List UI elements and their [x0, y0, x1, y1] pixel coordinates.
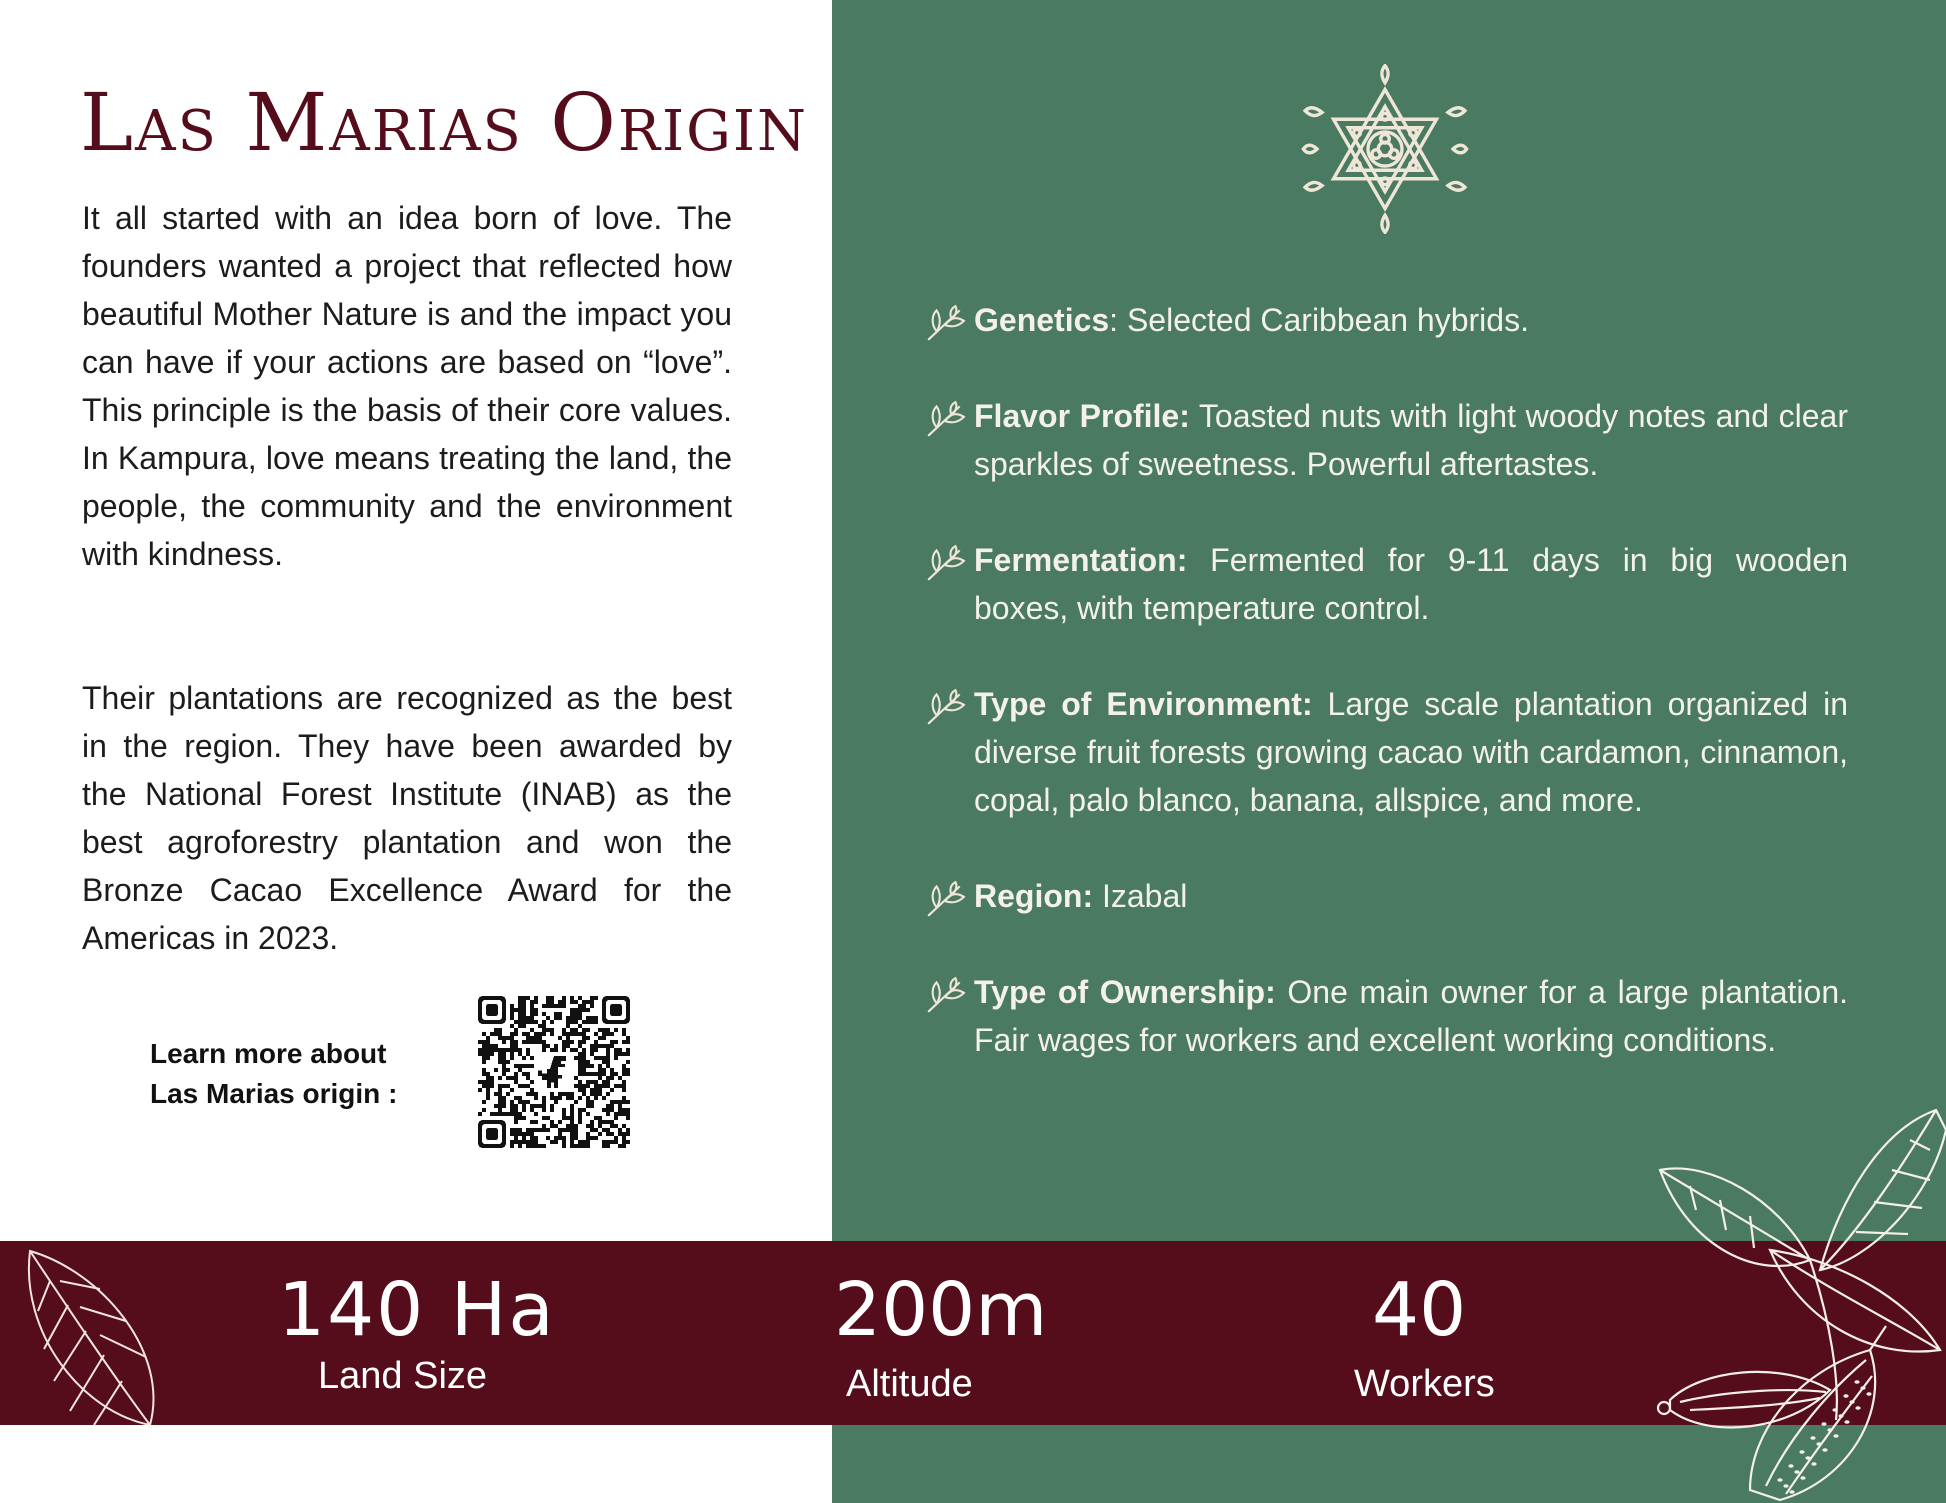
detail-fermentation: [974, 536, 1848, 632]
detail-label: Type of Environment:: [974, 686, 1313, 722]
detail-label: Type of Ownership:: [974, 974, 1276, 1010]
detail-label: Region:: [974, 878, 1094, 914]
stat-workers-label: Workers: [1354, 1363, 1495, 1405]
intro-paragraph-1: It all started with an idea born of love. The founders wanted a project that reflected how beautiful Mother Nature is and the impact you can have if your actions are based on “love”. This principle is the basis of their core values. In Kampura, love means treating the land, the people, the community and the environment with kindness.: [82, 200, 732, 572]
leaf-sprig-icon: [924, 974, 966, 1016]
detail-label: Genetics: [974, 302, 1110, 338]
detail-text: Toasted nuts with light woody notes and clear sparkles of sweetness. Powerful aftertastes.: [974, 398, 1849, 482]
detail-label: Flavor Profile:: [974, 398, 1190, 434]
leaf-sprig-icon: [924, 878, 966, 920]
details-list: [974, 296, 1848, 1112]
stat-land-size-label: Land Size: [318, 1355, 488, 1397]
intro-paragraph-2: Their plantations are recognized as the best in the region. They have been awarded by the National Forest Institute (INAB) as the best agroforestry plantation and won the Bronze Cacao Excellence Award for the Americas in 2023.: [82, 680, 732, 956]
cocoa-pod-illustration: [1640, 1090, 1946, 1503]
detail-text: One main owner for a large plantation. Fair wages for workers and excellent working conditions.: [974, 974, 1849, 1058]
detail-flavor-profile: [974, 392, 1848, 488]
qr-code-icon[interactable]: [478, 996, 630, 1148]
stat-land-size-value: 140 Ha: [278, 1267, 556, 1353]
detail-region: [974, 872, 1848, 920]
learn-more-text: [150, 1034, 397, 1114]
leaf-sprig-icon: [924, 542, 966, 584]
leaf-sprig-icon: [924, 398, 966, 440]
leaf-sprig-icon: [924, 302, 966, 344]
detail-ownership: [974, 968, 1848, 1064]
leaf-outline-icon: [10, 1241, 170, 1425]
leaf-sprig-icon: [924, 686, 966, 728]
stat-altitude-label: Altitude: [846, 1363, 973, 1405]
page-title: Las Marias Origin: [80, 76, 808, 169]
learn-more-line-2: Las Marias origin :: [150, 1078, 398, 1109]
detail-environment: [974, 680, 1848, 824]
learn-more-line-1: Learn more about: [150, 1038, 387, 1069]
detail-text: : Selected Caribbean hybrids.: [1109, 302, 1529, 338]
stat-altitude-value: 200m: [834, 1267, 1048, 1353]
detail-label: Fermentation:: [974, 542, 1188, 578]
mandala-ornament-icon: [1300, 64, 1470, 234]
detail-genetics: [974, 296, 1848, 344]
detail-text: Fermented for 9-11 days in big wooden boxes, with temperature control.: [974, 542, 1848, 626]
detail-text: Izabal: [1093, 878, 1188, 914]
stat-workers-value: 40: [1372, 1267, 1467, 1353]
detail-text: Large scale plantation organized in diverse fruit forests growing cacao with cardamon, cinnamon, copal, palo blanco, banana, allspice, and more.: [974, 686, 1849, 818]
